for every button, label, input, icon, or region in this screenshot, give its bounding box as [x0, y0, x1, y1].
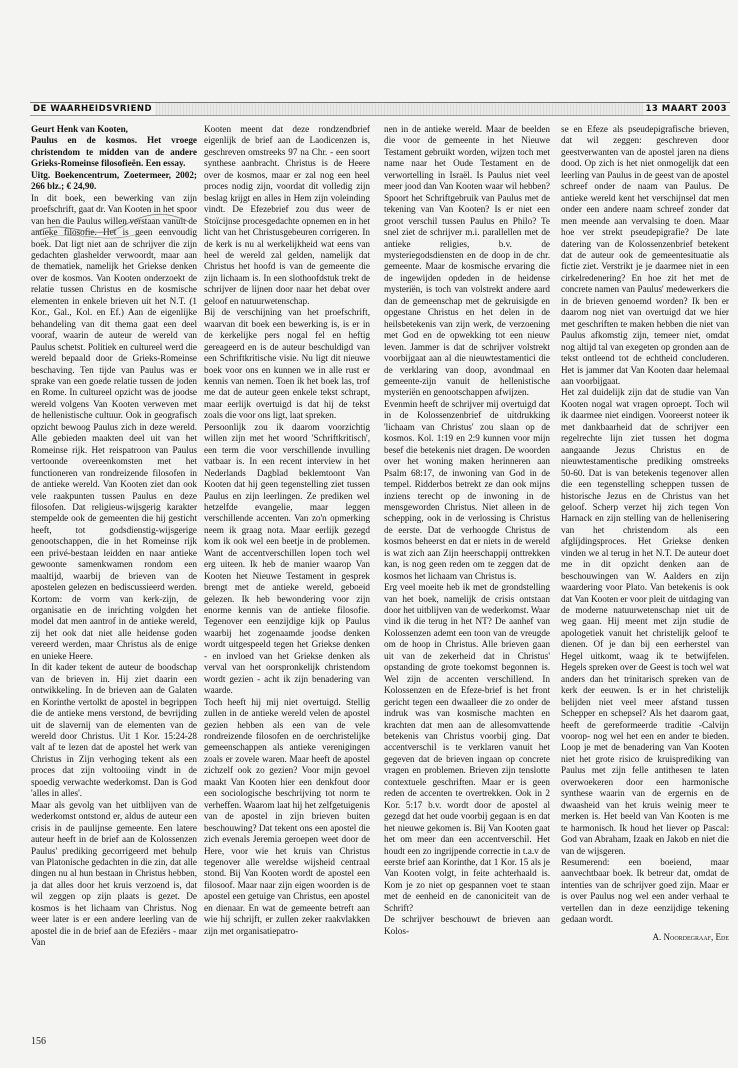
paragraph: Bij de verschijning van het proefschrift, waarvan dit boek een bewerking is, is er in de kerkelijke pers nogal fel en heftig gereageerd en is de auteur beschuldigd van een Schriftkritische visie. Nu ligt dit nieuwe boek voor ons en kunnen we in alle rust er kennis van nemen. Toen ik het boek las, trof me dat de auteur geen enkele tekst schrapt, maar eerlijk overtuigd is dat hij de tekst zoals die voor ons ligt, laat spreken. [204, 307, 370, 421]
paragraph: De schrijver beschouwt de brieven aan Kolos- [384, 914, 550, 936]
paragraph: Het zal duidelijk zijn dat de studie van Van Kooten nogal wat vragen oproept. Toch wil ik daarmee niet eindigen. Vooreerst noteer ik met dankbaarheid dat de schrijver een regelrechte lijn ziet tussen het dogma aangaande Jezus Christus en de nieuwtestamentische prediking omstreeks 50-60. Dat is van betekenis tegenover allen die een tegenstelling scheppen tussen de historische Jezus en de Christus van het geloof. Scherp verzet hij zich tegen Von Harnack en zijn stelling van de hellenisering van het christendom als een afglijdingsproces. Het Griekse denken vinden we al terug in het N.T. De auteur doet me in dit opzicht denken aan de beschouwingen van W. Aalders en zijn waardering voor Plato. Van betekenis is ook dat Van Kooten er voor pleit de uitdaging van de moderne natuurwetenschap niet uit de weg gaan. Hij meent met zijn studie de apologetiek vanuit het christelijk geloof te dienen. Of je dan bij een eerherstel van Hegel uitkomt, waag ik te betwijfelen. Hegels spreken over de Geest is toch wel wat anders dan het trinitarisch spreken van de kerk der eeuwen. Is er in het christelijk belijden niet veel meer afstand tussen Schepper en schepsel? Als het daarom gaat, heeft de gereformeerde traditie -Calvijn voorop- nog wel het een en ander te bieden. Loop je met de benadering van Van Kooten niet het grote risico de kruisprediking van Paulus met zijn felle antithesen te laten overwoekeren door een harmonische synthese waarin van de ergernis en de dwaasheid van het kruis weinig meer te merken is. Het beeld van Van Kooten is me te harmonisch. Ik houd het liever op Pascal: God van Abraham, Izaak en Jakob en niet die van de wijsgeren. [561, 387, 729, 856]
book-citation-line: Uitg. Boekencentrum, Zoetermeer, 2002; 266 blz.; € 24,90. [31, 169, 197, 192]
text-column-1 [31, 124, 197, 1034]
page-number: 156 [31, 1036, 46, 1047]
paragraph: Persoonlijk zou ik daarom voorzichtig willen zijn met het woord 'Schriftkritisch', een term die voor verschillende invulling vatbaar is. In een recent interview in het Nederlands Dagblad beklemtoont Van Kooten dat hij geen tegenstelling ziet tussen Paulus en zijn leerlingen. Ze prediken wel hetzelfde evangelie, maar leggen verschillende accenten. Van zo'n opmerking neem ik graag nota. Maar eerlijk gezegd kom ik ook wel een beetje in de problemen. Want de accentverschillen lopen toch wel erg uiteen. Ik heb de manier waarop Van Kooten het Nieuwe Testament in gesprek brengt met de antieke wereld, geboeid gelezen. Ik heb bewondering voor zijn enorme kennis van de antieke filosofie. Tegenover een eenzijdige kijk op Paulus waarbij het zogenaamde joodse denken wordt uitgespeeld tegen het Griekse denken - en invloed van het Griekse denken als verval van het oorspronkelijk christendom wordt gezien - acht ik zijn benadering van waarde. [204, 421, 370, 696]
paragraph: Erg veel moeite heb ik met de grondstelling van het boek, namelijk de crisis ontstaan door het uitblijven van de wederkomst. Waar vind ik die terug in het NT? De aanhef van Kolossenzen ademt een toon van de vreugde om de hoop in Christus. Alle brieven gaan uit van de zekerheid dat in Christus' opstanding de grote toekomst begonnen is. Wel zijn de accenten verschillend. In Kolossenzen en de Efeze-brief is het front gericht tegen een dwaalleer die zo onder de indruk was van kosmische machten en krachten dat men aan de allesomvattende betekenis van Christus voorbij ging. Dat accentverschil is te verklaren vanuit het gegeven dat de brieven ingaan op concrete vragen en problemen. Brieven zijn tenslotte contextuele geschriften. Maar er is geen reden de accenten te overtrekken. Ook in 2 Kor. 5:17 b.v. wordt door de apostel al gezegd dat het oude voorbij gegaan is en dat het nieuwe gekomen is. Bij Van Kooten gaat het om meer dan een accentverschil. Het houdt een zo ingrijpende correctie in t.a.v de eerste brief aan Korinthe, dat 1 Kor. 15 als je Van Kooten volgt, in feite achterhaald is. Kom je zo niet op gespannen voet te staan met de eenheid en de canoniciteit van de Schrift? [384, 582, 550, 913]
text-column-4 [561, 124, 729, 1034]
running-header [30, 102, 730, 116]
book-citation-line: Paulus en de kosmos. Het vroege christendom te midden van de andere Grieks-Romeinse filosofieën. Een essay. [31, 135, 197, 169]
paragraph: Resumerend: een boeiend, maar aanvechtbaar boek. Ik betreur dat, omdat de intenties van de schrijver goed zijn. Maar er is over Paulus nog wel een ander verhaal te vertellen dan in deze eenzijdige tekening gedaan wordt. [561, 857, 729, 925]
issue-date: 13 MAART 2003 [643, 103, 730, 115]
paragraph: Kooten meent dat deze rondzendbrief eigenlijk de brief aan de Laodicenzen is, geschreven omstreeks 97 na Chr. - een soort synthese aanbracht. Christus is de Heere over de kosmos, maar er zal nog een heel proces nodig zijn, voordat dit volledig zijn beslag krijgt en alles in Hem zijn voleinding vindt. De Efezebrief zou dus weer de Stoïcijnse procesgedachte opnemen en in het licht van het Christusgebeuren corrigeren. In de kerk is nu al werkelijkheid wat eens van heel de wereld zal gelden, namelijk dat Christus het hoofd is van de gemeente die zijn lichaam is. In een slothoofdstuk trekt de schrijver de lijnen door naar het debat over geloof en natuurwetenschap. [204, 124, 370, 306]
paragraph: Evenmin heeft de schrijver mij overtuigd dat in de Kolossenzenbrief de uitdrukking 'lichaam van Christus' zou slaan op de kosmos. Kol. 1:19 en 2:9 kunnen voor mijn besef die betekenis niet dragen. De woorden over het woning maken herinneren aan Psalm 68:17, de inwoning van God in de tempel. Ridderbos betrekt ze dan ook mijns inziens terecht op de inwoning in de mensgeworden Christus. Niet alleen in de schepping, ook in de verlossing is Christus de eerste. Dat de verhoogde Christus de kosmos beheerst en dat er niets in de wereld is wat zich aan Zijn heerschappij onttrekken kan, is nog geen reden om te zeggen dat de kosmos het lichaam van Christus is. [384, 398, 550, 581]
review-signature: A. Noordegraaf, Ede [652, 931, 729, 942]
paragraph: In dit kader tekent de auteur de boodschap van de brieven in. Hij ziet daarin een ontwikkeling. In de brieven aan de Galaten en Korinthe vertolkt de apostel in begrippen die de antieke mens verstond, de bevrijding uit de slavernij van de elementen van de wereld door Christus. Uit 1 Kor. 15:24-28 valt af te lezen dat de apostel het werk van Christus in Zijn verhoging tekent als een proces dat zijn voltooiing vindt in de spoedig verwachte wederkomst. Dan is God 'alles in alles'. [31, 662, 197, 799]
book-citation-line: Geurt Henk van Kooten, [31, 124, 128, 134]
paragraph: In dit boek, een bewerking van zijn proefschrift, gaat dr. Van Kooten in het spoor van hen die Paulus willen verstaan vanuit de antieke filosofie. Het is geen eenvoudig boek. Dat ligt niet aan de schrijver die zijn gedachten glashelder verwoordt, maar aan de thematiek, namelijk het Griekse denken over de kosmos. Van Kooten onderzoekt de relatie tussen Christus en de kosmische elementen in enkele brieven uit het N.T. (1 Kor., Gal., Kol. en Ef.) Aan de eigenlijke behandeling van dit thema gaat een deel vooraf, waarin de auteur de wereld van Paulus schetst. Politiek en cultureel werd die wereld bepaald door de Grieks-Romeinse beschaving. Ten tijde van Paulus was er sprake van een goede relatie tussen de joden en Rome. In cultureel opzicht was de joodse wereld volgens Van Kooten verweven met de hellenistische cultuur. Ook in geografisch opzicht bewoog Paulus zich in deze wereld. Alle gebieden maakten deel uit van het Romeinse rijk. Het reispatroon van Paulus vertoonde overeenkomsten met het functioneren van rondreizende filosofen in de antieke wereld. Van Kooten ziet dan ook vele raakpunten tussen Paulus en deze filosofen. Dat religieus-wijsgerig karakter stempelde ook de gemeenten die hij gesticht heeft, tot godsdienstig-wijsgerige genootschappen, die in het Romeinse rijk een privé-bestaan leidden en naar antieke gewoonte samenkwamen rondom een maaltijd, waarbij de brieven van de apostelen gelezen en bediscussieerd werden. Kortom: de vorm van kerk-zijn, de organisatie en de inrichting volgden het model dat men aantrof in de antieke wereld, zij het ook dat niet alle heidense goden vereerd werden, maar Christus als de enige en unieke Heere. [31, 192, 197, 661]
text-column-2 [204, 124, 370, 1034]
paragraph: Toch heeft hij mij niet overtuigd. Stellig zullen in de antieke wereld velen de apostel gezien hebben als een van de vele rondreizende filosofen en de oerchristelijke gemeenschappen als antieke verenigingen zoals er zovele waren. Maar heeft de apostel zichzelf ook zo gezien? Voor mijn gevoel maakt Van Kooten hier een denkfout door een sociologische beschrijving tot norm te verheffen. Waarom laat hij het zelfgetuigenis van de apostel in zijn brieven buiten beschouwing? Dat tekent ons een apostel die zich evenals Jeremia geroepen weet door de Here, voor wie het kruis van Christus tegenover alle wereldse wijsheid centraal stond. Bij Van Kooten wordt de apostel een filosoof. Maar naar zijn eigen woorden is de apostel een getuige van Christus, een apostel en dienaar. En wat de gemeente betreft aan wie hij schrijft, er zullen zeker raakvlakken zijn met organisatiepatro- [204, 696, 370, 936]
paragraph: se en Efeze als pseudepigrafische brieven, dat wil zeggen: geschreven door geestverwanten van de apostel jaren na diens dood. Op zich is het niet onmogelijk dat een leerling van Paulus in de geest van de apostel schreef onder de naam van Paulus. De antieke wereld kent het verschijnsel dat men onder een andere naam schreef zonder dat men meende aan vervalsing te doen. Maar hoe ver strekt pseudepigrafie? De late datering van de Kolossenzenbrief betekent dat de auteur ook de gemeentesituatie als fictie ziet. Verstrikt je je daarmee niet in een cirkelredenering? En hoe zit het met de concrete namen van Paulus' medewerkers die in de brieven genoemd worden? Ik ben er daarom nog niet van overtuigd dat we hier met geschriften te maken hebben die niet van Paulus afkomstig zijn, temeer niet, omdat nog altijd tal van exegeten op gronden aan de tekst ontleend tot de echtheid concluderen. Het is jammer dat Van Kooten daar helemaal aan voorbijgaat. [561, 124, 729, 386]
publication-title: DE WAARHEIDSVRIEND [30, 103, 155, 115]
text-column-3 [384, 124, 550, 1034]
paragraph: Maar als gevolg van het uitblijven van de wederkomst ontstond er, aldus de auteur een crisis in de paulijnse gemeente. Een latere auteur heeft in de brief aan de Kolossenzen Paulus' prediking gecorrigeerd met behulp van Platonische gedachten in die zin, dat alle dingen nu al hun bestaan in Christus hebben, ja dat alles door het kruis verzoend is, dat wil zeggen op zijn plaats is gezet. De kosmos is het lichaam van Christus. Nog weer later is er een andere leerling van de apostel die in de brief aan de Efeziërs - maar Van [31, 799, 197, 948]
paragraph: nen in de antieke wereld. Maar de beelden die voor de gemeente in het Nieuwe Testament gebruikt worden, wijzen toch met name naar het Oude Testament en de verwortelling in Israël. Is Paulus niet veel meer jood dan Van Kooten waar wil hebben? Spoort het Schriftgebruik van Paulus met de tekening van Van Kooten? Is er niet een groot verschil tussen Paulus en Philo? Te snel ziet de schrijver m.i. parallellen met de antieke religies, b.v. de mysteriegodsdiensten en de doop in de chr. gemeente. Maar de kosmische ervaring die de ingewijden opdeden in de heidense mysteriën, is toch van volstrekt andere aard dan de gemeenschap met de gekruisigde en opgestane Christus en het delen in de heilsbetekenis van zijn werk, de verzoening met God en de opwekking tot een nieuw leven. Jammer is dat de schrijver volstrekt voorbijgaat aan al die nieuwtestamentici die de verklaring van doop, avondmaal en gemeente-zijn vanuit de hellenistische mysteriën en genootschappen afwijzen. [384, 124, 550, 398]
